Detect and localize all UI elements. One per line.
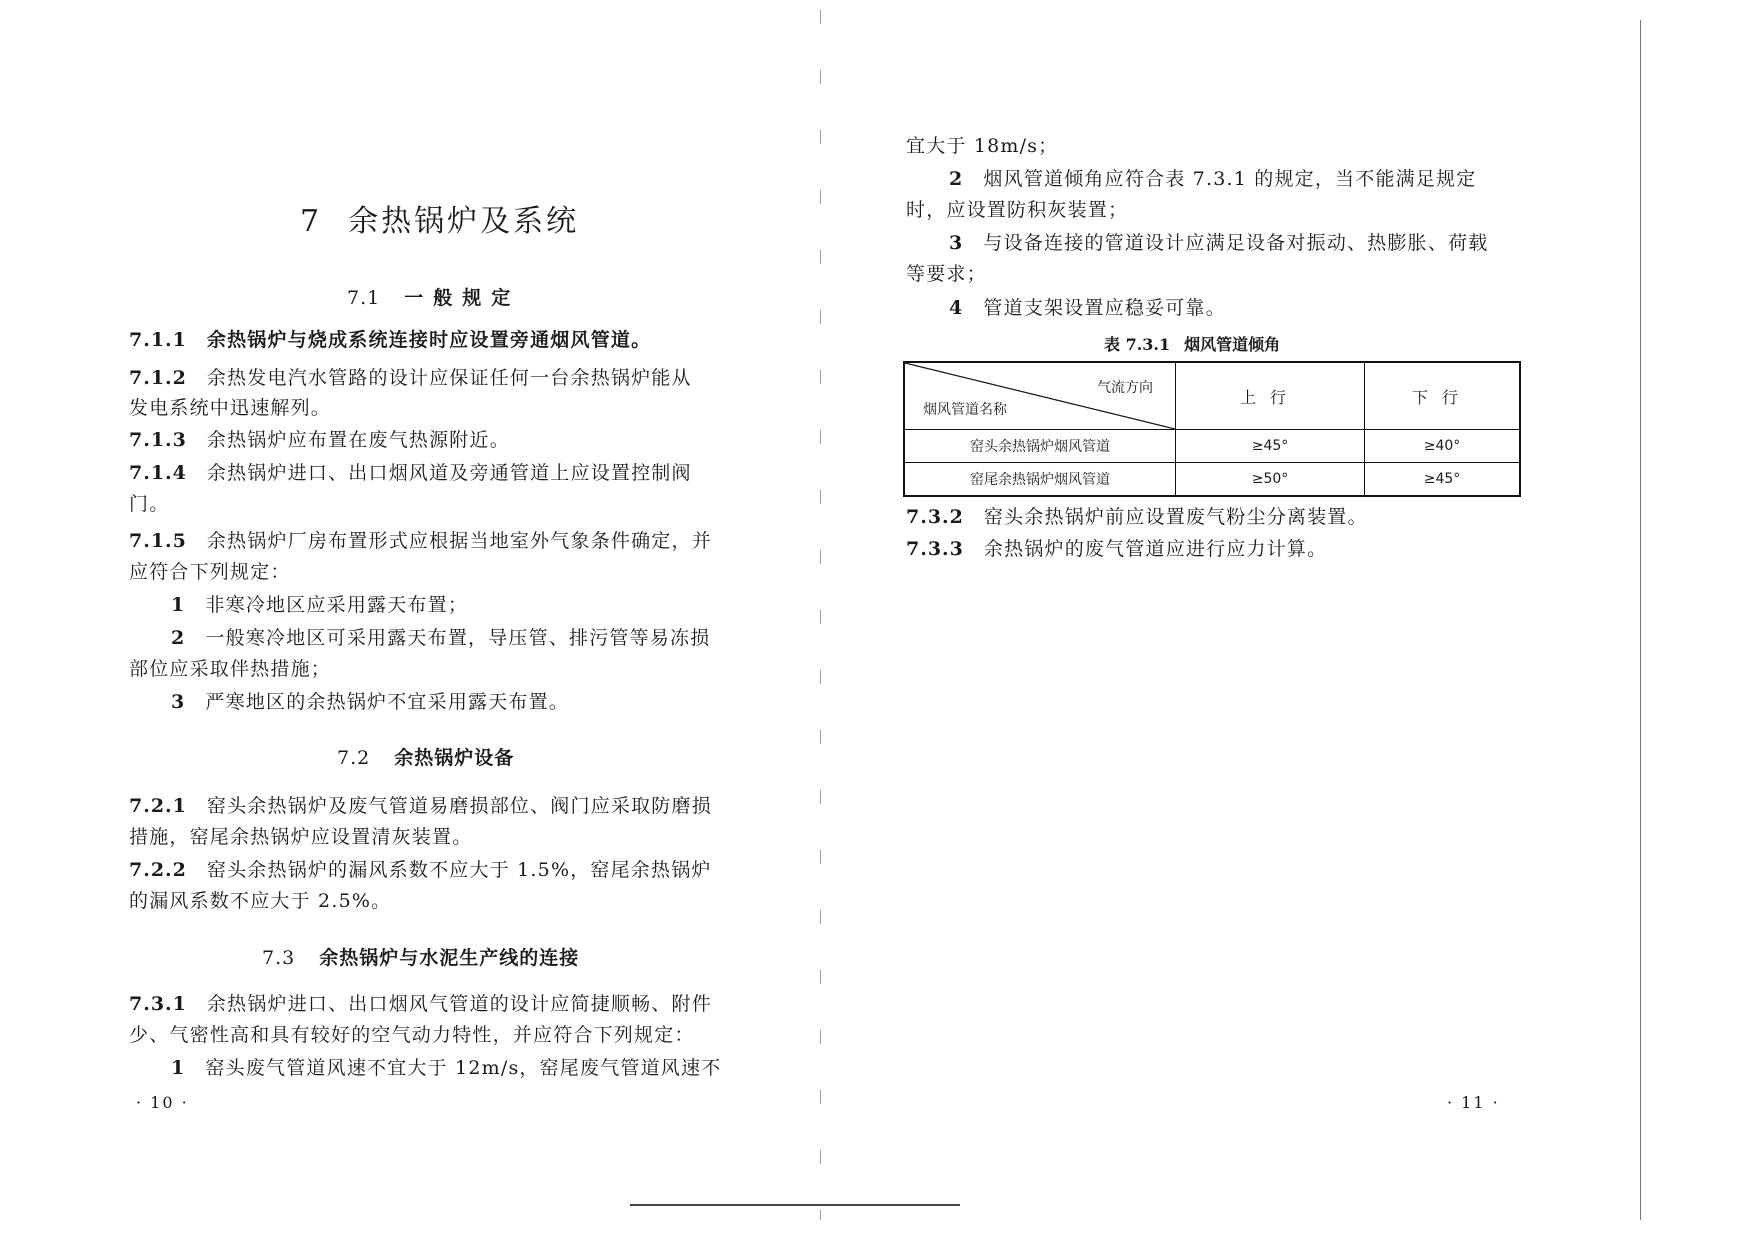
section-heading-7-1: [347, 283, 520, 310]
clause-text: 余热锅炉进口、出口烟风道及旁通管道上应设置控制阀: [206, 462, 692, 484]
item-number: 1: [171, 1057, 186, 1079]
table-title: 烟风管道倾角: [1184, 335, 1281, 354]
item-text: 非寒冷地区应采用露天布置；: [205, 594, 469, 616]
clause-7-3-3: [906, 535, 1327, 563]
clause-text: 窑头余热锅炉前应设置废气粉尘分离装置。: [983, 506, 1368, 528]
list-item-2: [949, 165, 1476, 193]
table-cell-down: ≥40°: [1365, 430, 1521, 463]
list-item-3: [171, 688, 569, 716]
clause-text: 窑头余热锅炉及废气管道易磨损部位、阀门应采取防磨损: [206, 795, 712, 817]
table-cell-down: ≥45°: [1365, 463, 1521, 497]
text-continuation: 宜大于 18m/s；: [906, 135, 1059, 157]
list-item-1: [171, 1054, 721, 1082]
clause-7-1-1: [129, 326, 651, 354]
clause-number: 7.1.1: [129, 329, 187, 351]
item-number: 4: [949, 297, 964, 319]
table-cell-up: ≥50°: [1176, 463, 1365, 497]
table-caption: [1104, 332, 1280, 355]
clause-number: 7.3.3: [906, 538, 964, 560]
clause-number: 7.3.1: [129, 993, 187, 1015]
item-text: 一般寒冷地区可采用露天布置，导压管、排污管等易冻损: [205, 627, 711, 649]
item-number: 3: [949, 232, 964, 254]
table-row: [904, 463, 1520, 497]
list-item-1: [171, 591, 468, 619]
clause-7-3-1: [129, 990, 712, 1018]
item-text-continuation: 部位应采取伴热措施；: [129, 658, 332, 680]
clause-text: 窑头余热锅炉的漏风系数不应大于 1.5%，窑尾余热锅炉: [206, 859, 712, 881]
clause-7-2-2: [129, 856, 712, 884]
item-number: 2: [949, 168, 964, 190]
clause-text: 余热锅炉厂房布置形式应根据当地室外气象条件确定，并: [206, 530, 712, 552]
section-number: 7.3: [262, 947, 296, 969]
page-number: · 11 ·: [1447, 1093, 1500, 1112]
table-diagonal-header-cell: [904, 362, 1176, 430]
table-row: [904, 430, 1520, 463]
section-title: 一般规定: [404, 287, 521, 309]
section-number: 7.2: [337, 747, 371, 769]
clause-text-continuation: 门。: [129, 493, 170, 515]
clause-number: 7.1.5: [129, 530, 187, 552]
item-text: 与设备连接的管道设计应满足设备对振动、热膨胀、荷载: [983, 232, 1489, 254]
item-text-continuation: 时，应设置防积灰装置；: [906, 199, 1129, 221]
duct-angle-table: [903, 361, 1521, 497]
clause-7-1-3: [129, 426, 510, 454]
section-heading-7-3: [262, 943, 579, 970]
section-title: 余热锅炉与水泥生产线的连接: [319, 947, 580, 969]
item-text: 烟风管道倾角应符合表 7.3.1 的规定，当不能满足规定: [983, 168, 1477, 190]
column-header-down: 下行: [1365, 362, 1521, 430]
header-flow-direction: 气流方向: [1097, 380, 1153, 396]
section-number: 7.1: [347, 287, 381, 309]
clause-number: 7.1.2: [129, 367, 187, 389]
clause-text-continuation: 少、气密性高和具有较好的空气动力特性，并应符合下列规定：: [129, 1024, 695, 1046]
item-text: 管道支架设置应稳妥可靠。: [983, 297, 1226, 319]
table-cell-name: 窑尾余热锅炉烟风管道: [904, 463, 1176, 497]
clause-text: 余热发电汽水管路的设计应保证任何一台余热锅炉能从: [206, 367, 692, 389]
clause-text-continuation: 的漏风系数不应大于 2.5%。: [129, 890, 392, 912]
clause-7-3-2: [906, 503, 1368, 531]
clause-7-2-1: [129, 792, 712, 820]
chapter-title: [300, 196, 579, 240]
clause-number: 7.2.1: [129, 795, 187, 817]
section-title: 余热锅炉设备: [394, 747, 515, 769]
item-text: 窑头废气管道风速不宜大于 12m/s，窑尾废气管道风速不: [205, 1057, 722, 1079]
table-number: 表 7.3.1: [1104, 335, 1171, 354]
clause-text-continuation: 应符合下列规定：: [129, 561, 291, 583]
table-cell-name: 窑头余热锅炉烟风管道: [904, 430, 1176, 463]
table-header-row: [904, 362, 1520, 430]
clause-7-1-5: [129, 527, 712, 555]
item-number: 1: [171, 594, 186, 616]
left-page: [0, 0, 820, 1241]
clause-7-1-2: [129, 364, 692, 392]
chapter-number: 7: [300, 204, 323, 239]
item-text-continuation: 等要求；: [906, 263, 987, 285]
chapter-title-text: 余热锅炉及系统: [348, 204, 580, 239]
item-number: 2: [171, 627, 186, 649]
item-number: 3: [171, 691, 186, 713]
clause-number: 7.1.3: [129, 429, 187, 451]
clause-7-1-4: [129, 459, 692, 487]
list-item-4: [949, 294, 1226, 322]
table-cell-up: ≥45°: [1176, 430, 1365, 463]
clause-text: 余热锅炉与烧成系统连接时应设置旁通烟风管道。: [206, 329, 652, 351]
clause-text-continuation: 发电系统中迅速解列。: [129, 397, 332, 419]
right-page: [820, 0, 1755, 1241]
clause-text: 余热锅炉的废气管道应进行应力计算。: [983, 538, 1328, 560]
clause-number: 7.3.2: [906, 506, 964, 528]
clause-text-continuation: 措施，窑尾余热锅炉应设置清灰装置。: [129, 826, 473, 848]
clause-number: 7.2.2: [129, 859, 187, 881]
header-duct-name: 烟风管道名称: [923, 402, 1007, 418]
page-number: · 10 ·: [136, 1093, 189, 1112]
clause-number: 7.1.4: [129, 462, 187, 484]
clause-text: 余热锅炉应布置在废气热源附近。: [206, 429, 510, 451]
list-item-2: [171, 624, 710, 652]
clause-text: 余热锅炉进口、出口烟风气管道的设计应简捷顺畅、附件: [206, 993, 712, 1015]
item-text: 严寒地区的余热锅炉不宜采用露天布置。: [205, 691, 570, 713]
list-item-3: [949, 229, 1488, 257]
column-header-up: 上行: [1176, 362, 1365, 430]
section-heading-7-2: [337, 743, 514, 770]
